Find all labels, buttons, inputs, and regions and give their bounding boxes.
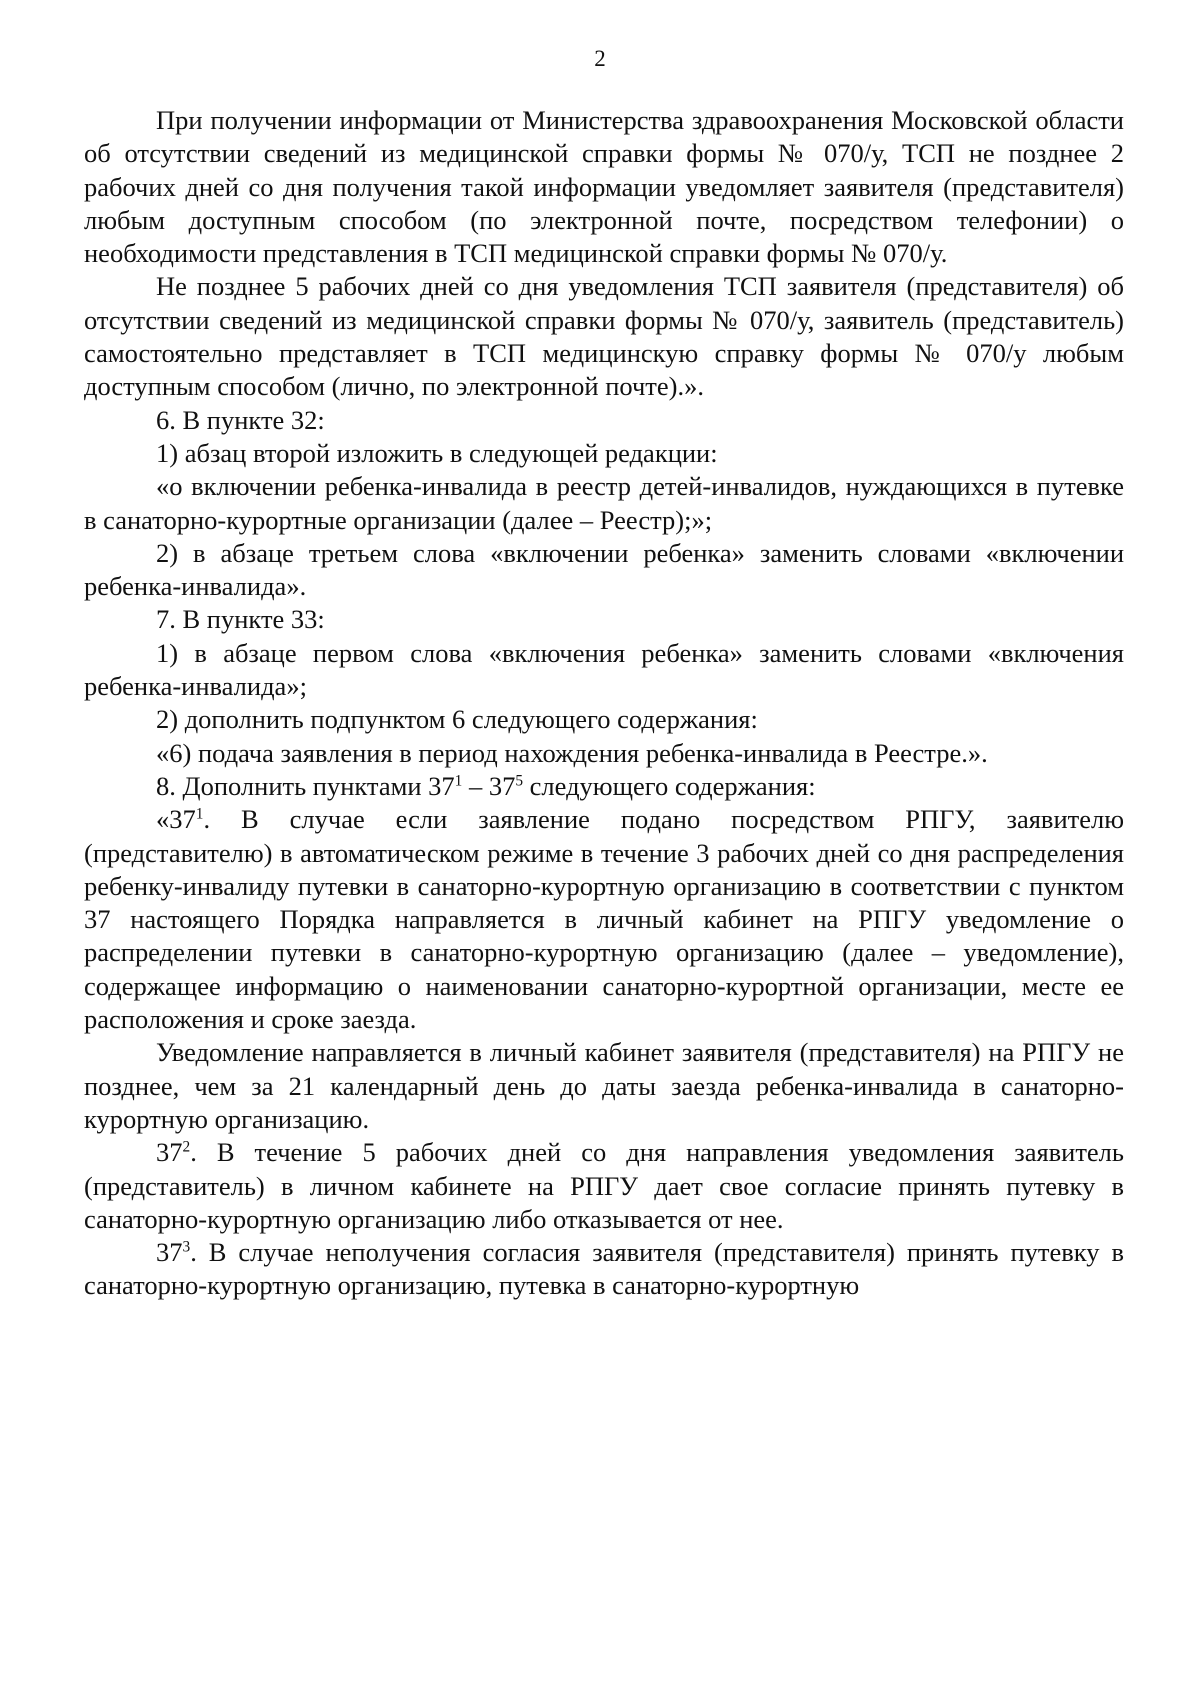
paragraph-clause-37-2 (84, 1136, 1124, 1236)
paragraph-item-7-sub-2: 2) дополнить подпунктом 6 следующего содержания: (156, 704, 758, 735)
paragraph-item-7-sub-1: 1) в абзаце первом слова «включения ребенка» заменить словами «включения ребенка-инвалида»; (84, 637, 1124, 702)
paragraph-item-8-heading (84, 770, 1124, 803)
clause-37-3-superscript: 3 (182, 1238, 191, 1256)
item-8-text-before: 8. Дополнить пунктами 37 (156, 770, 455, 801)
item-8-superscript-1: 1 (454, 772, 463, 790)
item-8-text-after: следующего содержания: (523, 770, 816, 801)
paragraph-item-6-heading: 6. В пункте 32: (156, 404, 325, 435)
page-number: 2 (594, 46, 606, 71)
paragraph-item-7-quote: «6) подача заявления в период нахождения ребенка-инвалида в Реестре.». (156, 737, 988, 768)
paragraph-item-7-heading: 7. В пункте 33: (156, 604, 325, 635)
paragraph-notification-ministry: При получении информации от Министерства здравоохранения Московской области об отсутствии сведений из медицинской справки формы № 070/у, ТСП не позднее 2 рабочих дней со дня получения такой информации уведомляет заявителя (представителя) любым доступным способом (по электронной почте, посредством телефонии) о необходимости представления в ТСП медицинской справки формы № 070/у. (84, 105, 1124, 269)
clause-37-3-text: . В случае неполучения согласия заявителя (представителя) принять путевку в санаторно-курортную организацию, путевка в санаторно-курортную (84, 1237, 1124, 1301)
item-8-superscript-5: 5 (515, 772, 524, 790)
clause-37-1-superscript: 1 (195, 805, 204, 823)
clause-37-3-number: 37 (156, 1237, 183, 1268)
paragraph-clause-37-3 (84, 1236, 1124, 1303)
paragraph-clause-37-1 (84, 803, 1124, 1036)
clause-37-2-text: . В течение 5 рабочих дней со дня направления уведомления заявитель (представитель) в личном кабинете на РПГУ дает свое согласие принять путевку в санаторно-курортную организацию либо отказывается от нее. (84, 1137, 1124, 1234)
clause-37-1-text: . В случае если заявление подано посредством РПГУ, заявителю (представителю) в автоматическом режиме в течение 3 рабочих дней со дня распределения ребенку-инвалиду путевки в санаторно-курортную организацию в соответствии с пунктом 37 настоящего Порядка направляется в личный кабинет на РПГУ уведомление о распределении путевки в санаторно-курортную организацию (далее – уведомление), содержащее информацию о наименовании санаторно-курортной организации, месте ее расположения и сроке заезда. (84, 804, 1124, 1035)
clause-37-2-number: 37 (156, 1137, 183, 1168)
paragraph-item-6-sub-1: 1) абзац второй изложить в следующей редакции: (156, 437, 718, 468)
paragraph-item-6-sub-2: 2) в абзаце третьем слова «включении ребенка» заменить словами «включении ребенка-инвалида». (84, 537, 1124, 602)
paragraph-deadline-submission: Не позднее 5 рабочих дней со дня уведомления ТСП заявителя (представителя) об отсутствии сведений из медицинской справки формы № 070/у, заявитель (представитель) самостоятельно представляет в ТСП медицинскую справку формы № 070/у любым доступным способом (лично, по электронной почте).». (84, 271, 1124, 402)
paragraph-notification-sent: Уведомление направляется в личный кабинет заявителя (представителя) на РПГУ не позднее, чем за 21 календарный день до даты заезда ребенка-инвалида в санаторно-курортную организацию. (84, 1037, 1124, 1134)
item-8-text-mid: – 37 (462, 770, 516, 801)
clause-37-2-superscript: 2 (182, 1138, 191, 1156)
clause-37-1-number: «37 (156, 804, 196, 835)
document-body (84, 104, 1124, 1303)
paragraph-item-6-quote: «о включении ребенка-инвалида в реестр детей-инвалидов, нуждающихся в путевке в санаторно-курортные организации (далее – Реестр);»; (84, 471, 1124, 535)
